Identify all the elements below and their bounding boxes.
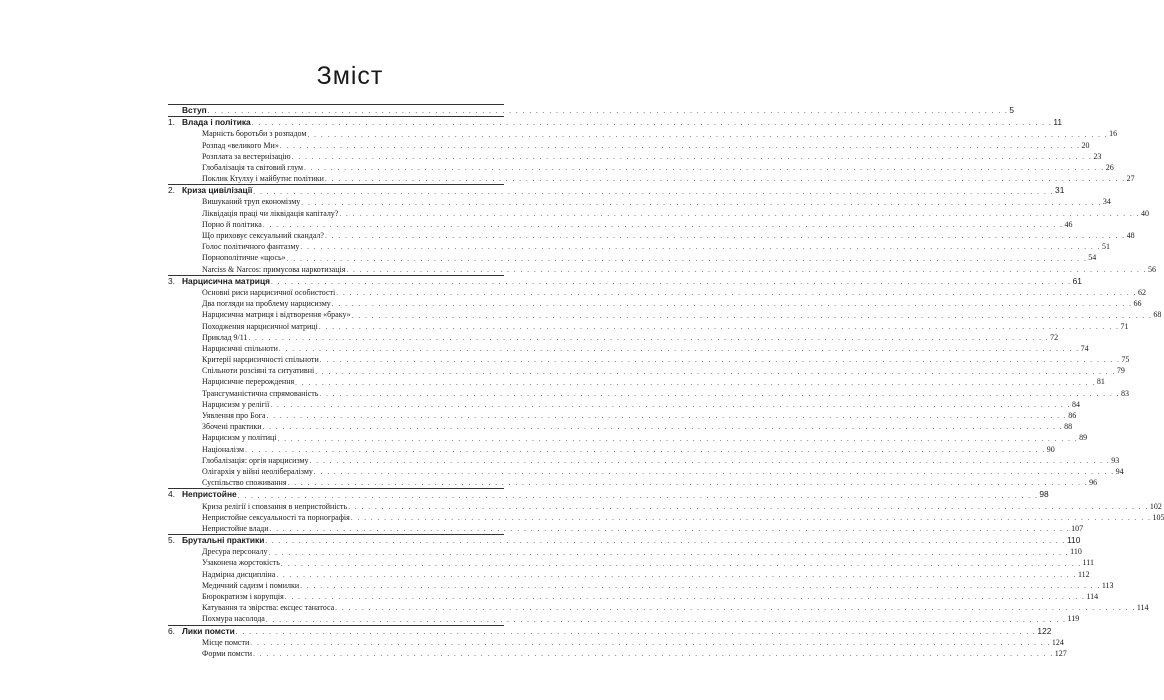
toc-page-number: 74 bbox=[1080, 343, 1089, 353]
toc-section-row bbox=[168, 648, 1067, 659]
toc-chapter-row bbox=[168, 275, 1082, 287]
toc-entry-label: Місце помсти bbox=[202, 637, 250, 647]
toc-entry-label: Медичний садизм і помилки bbox=[202, 580, 300, 590]
toc-dot-leader: . . . . . . . . . . . . . . . . . . . . . . . . . . . . . . . . . . . . . . . . . . . . . . . . . . . . . . . . . . . . . . . . . . . . . . . . . . . . . . . . . . . . . . . . . . . . . . . . . . . . . . . . . . . . . . . . . . . . . . . . bbox=[253, 650, 1054, 659]
toc-dot-leader: . . . . . . . . . . . . . . . . . . . . . . . . . . . . . . . . . . . . . . . . . . . . . . . . . . . . . . . . . . . . . . . . . . . . . . . . . . . . . . . . . . . . . . . . . . . . . . . . . . . . . . . . . . . . . . . . . . . . . . . . bbox=[335, 604, 1136, 613]
toc-dot-leader: . . . . . . . . . . . . . . . . . . . . . . . . . . . . . . . . . . . . . . . . . . . . . . . . . . . . . . . . . . . . . . . . . . . . . . . . . . . . . . . . . . . . . . . . . . . . . . . . . . . . . . . . . . . . . . . . . . . . . . . . bbox=[245, 445, 1046, 454]
toc-dot-leader: . . . . . . . . . . . . . . . . . . . . . . . . . . . . . . . . . . . . . . . . . . . . . . . . . . . . . . . . . . . . . . . . . . . . . . . . . . . . . . . . . . . . . . . . . . . . . . . . . . . . . . . . . . . . . . . . . . . . . . . . bbox=[265, 615, 1067, 624]
toc-dot-leader: . . . . . . . . . . . . . . . . . . . . . . . . . . . . . . . . . . . . . . . . . . . . . . . . . . . . . . . . . . . . . . . . . . . . . . . . . . . . . . . . . . . . . . . . . . . . . . . . . . . . . . . . . . . . . . . . . . . . . . . . bbox=[319, 389, 1121, 398]
toc-page-number: 112 bbox=[1077, 569, 1090, 579]
toc-dot-leader: . . . . . . . . . . . . . . . . . . . . . . . . . . . . . . . . . . . . . . . . . . . . . . . . . . . . . . . . . . . . . . . . . . . . . . . . . . . . . . . . . . . . . . . . . . . . . . . . . . . . . . . . . . . . . . . . . . . . . . . . bbox=[253, 187, 1055, 196]
toc-dot-leader: . . . . . . . . . . . . . . . . . . . . . . . . . . . . . . . . . . . . . . . . . . . . . . . . . . . . . . . . . . . . . . . . . . . . . . . . . . . . . . . . . . . . . . . . . . . . . . . . . . . . . . . . . . . . . . . . . . . . . . . . bbox=[266, 412, 1068, 421]
toc-page-number: 113 bbox=[1101, 580, 1114, 590]
toc-entry-label: Глобалізація та світовий глум bbox=[202, 162, 304, 172]
toc-page-number: 81 bbox=[1096, 377, 1105, 387]
toc-section-row bbox=[168, 321, 1129, 332]
toc-entry-label: Нарцисизм у релігії bbox=[202, 399, 270, 409]
toc-entry-label: Криза цивілізації bbox=[182, 185, 253, 196]
toc-page-number: 102 bbox=[1149, 501, 1162, 511]
toc-section-row bbox=[168, 208, 1150, 219]
toc-section-row bbox=[168, 230, 1135, 241]
toc-dot-leader: . . . . . . . . . . . . . . . . . . . . . . . . . . . . . . . . . . . . . . . . . . . . . . . . . . . . . . . . . . . . . . . . . . . . . . . . . . . . . . . . . . . . . . . . . . . . . . . . . . . . . . . . . . . . . . . . . . . . . . . . bbox=[350, 513, 1152, 522]
toc-entry-label: Трансгуманістична спрямованість bbox=[202, 388, 319, 398]
toc-dot-leader: . . . . . . . . . . . . . . . . . . . . . . . . . . . . . . . . . . . . . . . . . . . . . . . . . . . . . . . . . . . . . . . . . . . . . . . . . . . . . . . . . . . . . . . . . . . . . . . . . . . . . . . . . . . . . . . . . . . . . . . . bbox=[270, 401, 1071, 410]
toc-dot-leader: . . . . . . . . . . . . . . . . . . . . . . . . . . . . . . . . . . . . . . . . . . . . . . . . . . . . . . . . . . . . . . . . . . . . . . . . . . . . . . . . . . . . . . . . . . . . . . . . . . . . . . . . . . . . . . . . . . . . . . . . bbox=[324, 232, 1126, 241]
toc-dot-leader: . . . . . . . . . . . . . . . . . . . . . . . . . . . . . . . . . . . . . . . . . . . . . . . . . . . . . . . . . . . . . . . . . . . . . . . . . . . . . . . . . . . . . . . . . . . . . . . . . . . . . . . . . . . . . . . . . . . . . . . . bbox=[286, 254, 1088, 263]
toc-dot-leader: . . . . . . . . . . . . . . . . . . . . . . . . . . . . . . . . . . . . . . . . . . . . . . . . . . . . . . . . . . . . . . . . . . . . . . . . . . . . . . . . . . . . . . . . . . . . . . . . . . . . . . . . . . . . . . . . . . . . . . . . bbox=[262, 423, 1064, 432]
toc-dot-leader: . . . . . . . . . . . . . . . . . . . . . . . . . . . . . . . . . . . . . . . . . . . . . . . . . . . . . . . . . . . . . . . . . . . . . . . . . . . . . . . . . . . . . . . . . . . . . . . . . . . . . . . . . . . . . . . . . . . . . . . . bbox=[324, 175, 1126, 184]
toc-section-row bbox=[168, 432, 1088, 443]
toc-page-number: 86 bbox=[1068, 411, 1077, 421]
page-title: Зміст bbox=[316, 62, 384, 90]
toc-section-row bbox=[168, 128, 1118, 139]
toc-section-row bbox=[168, 241, 1111, 252]
toc-section-row bbox=[168, 140, 1090, 151]
toc-page-number: 48 bbox=[1126, 231, 1135, 241]
toc-entry-label: Спільноти розсіяні та ситуативні bbox=[202, 366, 315, 376]
toc-section-row bbox=[168, 501, 1162, 512]
toc-entry-label: Суспільство споживання bbox=[202, 478, 287, 488]
toc-entry-label: Збочені практики bbox=[202, 422, 262, 432]
toc-entry-label: Критерії нарцисичності спільноти bbox=[202, 355, 319, 365]
toc-page-number: 23 bbox=[1093, 151, 1102, 161]
toc-section-row bbox=[168, 569, 1090, 580]
toc-section-row bbox=[168, 637, 1064, 648]
toc-dot-leader: . . . . . . . . . . . . . . . . . . . . . . . . . . . . . . . . . . . . . . . . . . . . . . . . . . . . . . . . . . . . . . . . . . . . . . . . . . . . . . . . . . . . . . . . . . . . . . . . . . . . . . . . . . . . . . . . . . . . . . . . bbox=[250, 639, 1051, 647]
toc-dot-leader: . . . . . . . . . . . . . . . . . . . . . . . . . . . . . . . . . . . . . . . . . . . . . . . . . . . . . . . . . . . . . . . . . . . . . . . . . . . . . . . . . . . . . . . . . . . . . . . . . . . . . . . . . . . . . . . . . . . . . . . . bbox=[319, 356, 1121, 365]
toc-section-row bbox=[168, 523, 1084, 534]
toc-entry-label: Уявлення про Бога bbox=[202, 411, 266, 421]
toc-page-number: 62 bbox=[1137, 287, 1146, 297]
toc-page-number: 110 bbox=[1067, 535, 1081, 546]
toc-page-number: 51 bbox=[1102, 242, 1111, 252]
toc-page-number: 93 bbox=[1111, 455, 1120, 465]
toc-entry-label: Нарцисична матриця bbox=[182, 275, 270, 286]
toc-dot-leader: . . . . . . . . . . . . . . . . . . . . . . . . . . . . . . . . . . . . . . . . . . . . . . . . . . . . . . . . . . . . . . . . . . . . . . . . . . . . . . . . . . . . . . . . . . . . . . . . . . . . . . . . . . . . . . . . . . . . . . . . bbox=[251, 119, 1053, 128]
toc-page-number: 111 bbox=[1082, 558, 1094, 568]
toc-entry-label: Лики помсти bbox=[182, 625, 235, 636]
toc-chapter-number: 3. bbox=[168, 275, 175, 286]
toc-section-row bbox=[168, 354, 1130, 365]
toc-page-number: 26 bbox=[1105, 162, 1114, 172]
toc-section-row bbox=[168, 466, 1124, 477]
toc-chapter-number: 2. bbox=[168, 185, 175, 196]
toc-section-row bbox=[168, 309, 1162, 320]
toc-page-number: 90 bbox=[1046, 444, 1055, 454]
toc-page-number: 56 bbox=[1148, 264, 1157, 274]
toc-dot-leader: . . . . . . . . . . . . . . . . . . . . . . . . . . . . . . . . . . . . . . . . . . . . . . . . . . . . . . . . . . . . . . . . . . . . . . . . . . . . . . . . . . . . . . . . . . . . . . . . . . . . . . . . . . . . . . . . . . . . . . . . bbox=[339, 209, 1141, 218]
toc-dot-leader: . . . . . . . . . . . . . . . . . . . . . . . . . . . . . . . . . . . . . . . . . . . . . . . . . . . . . . . . . . . . . . . . . . . . . . . . . . . . . . . . . . . . . . . . . . . . . . . . . . . . . . . . . . . . . . . . . . . . . . . . bbox=[279, 141, 1081, 150]
toc-page-number: 107 bbox=[1071, 523, 1084, 533]
toc-entry-label: Поклик Ктулху і майбутнє політики bbox=[202, 174, 324, 184]
toc-entry-label: Глобалізація: оргія нарцисизму bbox=[202, 455, 309, 465]
toc-entry-label: Дресура персоналу bbox=[202, 547, 268, 557]
toc-entry-label: Ліквідація праці чи ліквідація капіталу? bbox=[202, 208, 339, 218]
toc-entry-label: Вступ bbox=[182, 104, 207, 115]
toc-page-number: 105 bbox=[1152, 512, 1164, 522]
toc-page-number: 34 bbox=[1102, 197, 1111, 207]
toc-chapter-number: 6. bbox=[168, 625, 175, 636]
toc-page-number: 54 bbox=[1088, 253, 1097, 263]
toc-dot-leader: . . . . . . . . . . . . . . . . . . . . . . . . . . . . . . . . . . . . . . . . . . . . . . . . . . . . . . . . . . . . . . . . . . . . . . . . . . . . . . . . . . . . . . . . . . . . . . . . . . . . . . . . . . . . . . . . . . . . . . . . bbox=[318, 322, 1120, 331]
toc-chapter-row bbox=[168, 534, 1081, 546]
toc-section-row bbox=[168, 444, 1055, 455]
toc-chapter-row bbox=[168, 184, 1065, 196]
toc-section-row bbox=[168, 580, 1114, 591]
toc-page-number: 46 bbox=[1064, 219, 1073, 229]
toc-section-row bbox=[168, 410, 1077, 421]
toc-dot-leader: . . . . . . . . . . . . . . . . . . . . . . . . . . . . . . . . . . . . . . . . . . . . . . . . . . . . . . . . . . . . . . . . . . . . . . . . . . . . . . . . . . . . . . . . . . . . . . . . . . . . . . . . . . . . . . . . . . . . . . . . bbox=[313, 468, 1115, 477]
toc-page-number: 66 bbox=[1133, 299, 1142, 309]
toc-page-number: 88 bbox=[1064, 422, 1073, 432]
toc-entry-label: Марність боротьби з розпадом bbox=[202, 129, 307, 139]
toc-entry-label: Непристойне сексуальності та порнографія bbox=[202, 512, 350, 522]
toc-dot-leader: . . . . . . . . . . . . . . . . . . . . . . . . . . . . . . . . . . . . . . . . . . . . . . . . . . . . . . . . . . . . . . . . . . . . . . . . . . . . . . . . . . . . . . . . . . . . . . . . . . . . . . . . . . . . . . . . . . . . . . . . bbox=[346, 265, 1148, 274]
toc-dot-leader: . . . . . . . . . . . . . . . . . . . . . . . . . . . . . . . . . . . . . . . . . . . . . . . . . . . . . . . . . . . . . . . . . . . . . . . . . . . . . . . . . . . . . . . . . . . . . . . . . . . . . . . . . . . . . . . . . . . . . . . . bbox=[295, 378, 1096, 387]
toc-section-row bbox=[168, 332, 1059, 343]
toc-dot-leader: . . . . . . . . . . . . . . . . . . . . . . . . . . . . . . . . . . . . . . . . . . . . . . . . . . . . . . . . . . . . . . . . . . . . . . . . . . . . . . . . . . . . . . . . . . . . . . . . . . . . . . . . . . . . . . . . . . . . . . . . bbox=[331, 300, 1133, 309]
toc-entry-label: Що приховує сексуальний скандал? bbox=[202, 231, 324, 241]
toc-dot-leader: . . . . . . . . . . . . . . . . . . . . . . . . . . . . . . . . . . . . . . . . . . . . . . . . . . . . . . . . . . . . . . . . . . . . . . . . . . . . . . . . . . . . . . . . . . . . . . . . . . . . . . . . . . . . . . . . . . . . . . . . bbox=[348, 502, 1149, 511]
toc-dot-leader: . . . . . . . . . . . . . . . . . . . . . . . . . . . . . . . . . . . . . . . . . . . . . . . . . . . . . . . . . . . . . . . . . . . . . . . . . . . . . . . . . . . . . . . . . . . . . . . . . . . . . . . . . . . . . . . . . . . . . . . . bbox=[300, 582, 1101, 591]
toc-section-row bbox=[168, 173, 1135, 184]
toc-dot-leader: . . . . . . . . . . . . . . . . . . . . . . . . . . . . . . . . . . . . . . . . . . . . . . . . . . . . . . . . . . . . . . . . . . . . . . . . . . . . . . . . . . . . . . . . . . . . . . . . . . . . . . . . . . . . . . . . . . . . . . . . bbox=[287, 479, 1089, 488]
toc-page-number: 114 bbox=[1136, 603, 1149, 613]
toc-dot-leader: . . . . . . . . . . . . . . . . . . . . . . . . . . . . . . . . . . . . . . . . . . . . . . . . . . . . . . . . . . . . . . . . . . . . . . . . . . . . . . . . . . . . . . . . . . . . . . . . . . . . . . . . . . . . . . . . . . . . . . . . bbox=[248, 333, 1050, 342]
toc-chapter-row bbox=[168, 488, 1049, 500]
toc-chapter-row bbox=[168, 625, 1052, 637]
toc-page-number: 11 bbox=[1053, 117, 1063, 128]
toc-section-row bbox=[168, 377, 1105, 388]
toc-page-number: 16 bbox=[1109, 129, 1118, 139]
toc-page-number: 96 bbox=[1089, 478, 1098, 488]
toc-page-number: 122 bbox=[1037, 625, 1052, 636]
toc-entry-label: Узаконена жорстокість bbox=[202, 558, 280, 568]
toc-dot-leader: . . . . . . . . . . . . . . . . . . . . . . . . . . . . . . . . . . . . . . . . . . . . . . . . . . . . . . . . . . . . . . . . . . . . . . . . . . . . . . . . . . . . . . . . . . . . . . . . . . . . . . . . . . . . . . . . . . . . . . . . bbox=[307, 130, 1109, 139]
toc-page-number: 31 bbox=[1055, 185, 1065, 196]
toc-page-number: 98 bbox=[1039, 489, 1049, 500]
toc-section-row bbox=[168, 343, 1089, 354]
toc-section-row bbox=[168, 613, 1080, 624]
toc-entry-label: Влада і політика bbox=[182, 117, 251, 128]
toc-section-row bbox=[168, 421, 1073, 432]
toc-section-row bbox=[168, 162, 1114, 173]
toc-dot-leader: . . . . . . . . . . . . . . . . . . . . . . . . . . . . . . . . . . . . . . . . . . . . . . . . . . . . . . . . . . . . . . . . . . . . . . . . . . . . . . . . . . . . . . . . . . . . . . . . . . . . . . . . . . . . . . . . . . . . . . . . bbox=[278, 345, 1080, 354]
toc-dot-leader: . . . . . . . . . . . . . . . . . . . . . . . . . . . . . . . . . . . . . . . . . . . . . . . . . . . . . . . . . . . . . . . . . . . . . . . . . . . . . . . . . . . . . . . . . . . . . . . . . . . . . . . . . . . . . . . . . . . . . . . . bbox=[315, 367, 1116, 376]
toc-page-number: 20 bbox=[1081, 140, 1090, 150]
toc-chapter-number: 4. bbox=[168, 489, 175, 500]
toc-section-row bbox=[168, 264, 1157, 275]
toc-page-number: 5 bbox=[1009, 104, 1015, 115]
toc-entry-label: Націоналізм bbox=[202, 444, 245, 454]
toc-dot-leader: . . . . . . . . . . . . . . . . . . . . . . . . . . . . . . . . . . . . . . . . . . . . . . . . . . . . . . . . . . . . . . . . . . . . . . . . . . . . . . . . . . . . . . . . . . . . . . . . . . . . . . . . . . . . . . . . . . . . . . . . bbox=[276, 570, 1077, 579]
toc-dot-leader: . . . . . . . . . . . . . . . . . . . . . . . . . . . . . . . . . . . . . . . . . . . . . . . . . . . . . . . . . . . . . . . . . . . . . . . . . . . . . . . . . . . . . . . . . . . . . . . . . . . . . . . . . . . . . . . . . . . . . . . . bbox=[336, 289, 1137, 298]
toc-page-number: 71 bbox=[1120, 321, 1129, 331]
toc-section-row bbox=[168, 602, 1149, 613]
toc-entry-label: Нарцисизм у політиці bbox=[202, 433, 277, 443]
toc-dot-leader: . . . . . . . . . . . . . . . . . . . . . . . . . . . . . . . . . . . . . . . . . . . . . . . . . . . . . . . . . . . . . . . . . . . . . . . . . . . . . . . . . . . . . . . . . . . . . . . . . . . . . . . . . . . . . . . . . . . . . . . . bbox=[265, 537, 1066, 546]
table-of-contents bbox=[168, 104, 1164, 659]
toc-entry-label: Форми помсти bbox=[202, 648, 253, 658]
toc-chapter-number: 5. bbox=[168, 535, 175, 546]
toc-entry-label: Брутальні практики bbox=[182, 535, 265, 546]
toc-entry-label: Розпад «великого Ми» bbox=[202, 140, 279, 150]
toc-page-number: 75 bbox=[1121, 355, 1130, 365]
toc-section-row bbox=[168, 388, 1130, 399]
toc-dot-leader: . . . . . . . . . . . . . . . . . . . . . . . . . . . . . . . . . . . . . . . . . . . . . . . . . . . . . . . . . . . . . . . . . . . . . . . . . . . . . . . . . . . . . . . . . . . . . . . . . . . . . . . . . . . . . . . . . . . . . . . . bbox=[284, 593, 1086, 602]
toc-page-number: 124 bbox=[1051, 637, 1064, 647]
toc-entry-label: Порно й політика bbox=[202, 219, 262, 229]
toc-section-row bbox=[168, 477, 1098, 488]
toc-dot-leader: . . . . . . . . . . . . . . . . . . . . . . . . . . . . . . . . . . . . . . . . . . . . . . . . . . . . . . . . . . . . . . . . . . . . . . . . . . . . . . . . . . . . . . . . . . . . . . . . . . . . . . . . . . . . . . . . . . . . . . . . bbox=[351, 311, 1153, 320]
toc-entry-label: Порнополітичне «щось» bbox=[202, 253, 286, 263]
toc-dot-leader: . . . . . . . . . . . . . . . . . . . . . . . . . . . . . . . . . . . . . . . . . . . . . . . . . . . . . . . . . . . . . . . . . . . . . . . . . . . . . . . . . . . . . . . . . . . . . . . . . . . . . . . . . . . . . . . . . . . . . . . . bbox=[309, 457, 1111, 465]
toc-section-row bbox=[168, 512, 1164, 523]
toc-entry-label: Надмірна дисципліна bbox=[202, 569, 276, 579]
toc-dot-leader: . . . . . . . . . . . . . . . . . . . . . . . . . . . . . . . . . . . . . . . . . . . . . . . . . . . . . . . . . . . . . . . . . . . . . . . . . . . . . . . . . . . . . . . . . . . . . . . . . . . . . . . . . . . . . . . . . . . . . . . . bbox=[207, 107, 1009, 116]
toc-entry-label: Бюрократизм і корупція bbox=[202, 592, 284, 602]
toc-page-number: 72 bbox=[1050, 332, 1059, 342]
toc-dot-leader: . . . . . . . . . . . . . . . . . . . . . . . . . . . . . . . . . . . . . . . . . . . . . . . . . . . . . . . . . . . . . . . . . . . . . . . . . . . . . . . . . . . . . . . . . . . . . . . . . . . . . . . . . . . . . . . . . . . . . . . . bbox=[277, 434, 1079, 443]
toc-entry-label: Нарцисичні спільноти bbox=[202, 343, 278, 353]
toc-section-row bbox=[168, 399, 1080, 410]
toc-page-number: 89 bbox=[1079, 433, 1088, 443]
toc-dot-leader: . . . . . . . . . . . . . . . . . . . . . . . . . . . . . . . . . . . . . . . . . . . . . . . . . . . . . . . . . . . . . . . . . . . . . . . . . . . . . . . . . . . . . . . . . . . . . . . . . . . . . . . . . . . . . . . . . . . . . . . . bbox=[237, 491, 1039, 500]
toc-section-row bbox=[168, 287, 1146, 298]
toc-entry-label: Непристойне bbox=[182, 489, 237, 500]
toc-page-number: 127 bbox=[1054, 648, 1067, 658]
toc-entry-label: Голос політичного фантазму bbox=[202, 242, 300, 252]
toc-page-number: 61 bbox=[1072, 275, 1082, 286]
toc-section-row bbox=[168, 151, 1102, 162]
toc-page-number: 79 bbox=[1116, 366, 1125, 376]
toc-entry-label: Два погляди на проблему нарцисизму bbox=[202, 299, 331, 309]
toc-dot-leader: . . . . . . . . . . . . . . . . . . . . . . . . . . . . . . . . . . . . . . . . . . . . . . . . . . . . . . . . . . . . . . . . . . . . . . . . . . . . . . . . . . . . . . . . . . . . . . . . . . . . . . . . . . . . . . . . . . . . . . . . bbox=[291, 152, 1093, 161]
toc-entry-label: Криза релігії і сповзання в непристойність bbox=[202, 501, 348, 511]
toc-entry-label: Narciss & Narcos: примусова наркотизація bbox=[202, 264, 346, 274]
toc-entry-label: Вишуканий труп економізму bbox=[202, 197, 301, 207]
toc-dot-leader: . . . . . . . . . . . . . . . . . . . . . . . . . . . . . . . . . . . . . . . . . . . . . . . . . . . . . . . . . . . . . . . . . . . . . . . . . . . . . . . . . . . . . . . . . . . . . . . . . . . . . . . . . . . . . . . . . . . . . . . . bbox=[269, 525, 1071, 534]
toc-page-number: 110 bbox=[1070, 547, 1082, 557]
toc-dot-leader: . . . . . . . . . . . . . . . . . . . . . . . . . . . . . . . . . . . . . . . . . . . . . . . . . . . . . . . . . . . . . . . . . . . . . . . . . . . . . . . . . . . . . . . . . . . . . . . . . . . . . . . . . . . . . . . . . . . . . . . . bbox=[304, 164, 1105, 173]
toc-section-row bbox=[168, 455, 1120, 466]
toc-page-number: 27 bbox=[1126, 174, 1135, 184]
toc-section-row bbox=[168, 197, 1111, 208]
toc-chapter-row bbox=[168, 104, 1015, 116]
toc-dot-leader: . . . . . . . . . . . . . . . . . . . . . . . . . . . . . . . . . . . . . . . . . . . . . . . . . . . . . . . . . . . . . . . . . . . . . . . . . . . . . . . . . . . . . . . . . . . . . . . . . . . . . . . . . . . . . . . . . . . . . . . . bbox=[301, 198, 1102, 207]
toc-section-row bbox=[168, 546, 1082, 557]
toc-entry-label: Приклад 9/11 bbox=[202, 332, 248, 342]
toc-section-row bbox=[168, 365, 1125, 376]
toc-dot-leader: . . . . . . . . . . . . . . . . . . . . . . . . . . . . . . . . . . . . . . . . . . . . . . . . . . . . . . . . . . . . . . . . . . . . . . . . . . . . . . . . . . . . . . . . . . . . . . . . . . . . . . . . . . . . . . . . . . . . . . . . bbox=[280, 559, 1082, 568]
toc-entry-label: Непристойне влади bbox=[202, 523, 269, 533]
toc-section-row bbox=[168, 558, 1094, 569]
toc-entry-label: Нарцисичне перерождення bbox=[202, 377, 295, 387]
toc-section-row bbox=[168, 591, 1099, 602]
toc-page-number: 114 bbox=[1086, 592, 1099, 602]
toc-chapter-row bbox=[168, 116, 1063, 128]
toc-dot-leader: . . . . . . . . . . . . . . . . . . . . . . . . . . . . . . . . . . . . . . . . . . . . . . . . . . . . . . . . . . . . . . . . . . . . . . . . . . . . . . . . . . . . . . . . . . . . . . . . . . . . . . . . . . . . . . . . . . . . . . . . bbox=[262, 221, 1064, 230]
toc-dot-leader: . . . . . . . . . . . . . . . . . . . . . . . . . . . . . . . . . . . . . . . . . . . . . . . . . . . . . . . . . . . . . . . . . . . . . . . . . . . . . . . . . . . . . . . . . . . . . . . . . . . . . . . . . . . . . . . . . . . . . . . . bbox=[235, 627, 1037, 636]
toc-entry-label: Основні риси нарцисичної особистості bbox=[202, 287, 336, 297]
toc-page-number: 40 bbox=[1141, 208, 1150, 218]
toc-section-row bbox=[168, 219, 1073, 230]
toc-entry-label: Олігархія у війні неолібералізму bbox=[202, 466, 313, 476]
toc-entry-label: Похмура насолода bbox=[202, 614, 265, 624]
toc-entry-label: Нарцисична матриця і відтворення «браку» bbox=[202, 310, 351, 320]
toc-page-number: 94 bbox=[1115, 466, 1124, 476]
toc-dot-leader: . . . . . . . . . . . . . . . . . . . . . . . . . . . . . . . . . . . . . . . . . . . . . . . . . . . . . . . . . . . . . . . . . . . . . . . . . . . . . . . . . . . . . . . . . . . . . . . . . . . . . . . . . . . . . . . . . . . . . . . . bbox=[300, 243, 1102, 252]
toc-entry-label: Катування та звірства: ексцес танатоса bbox=[202, 603, 335, 613]
toc-page-number: 83 bbox=[1121, 388, 1130, 398]
toc-entry-label: Розплата за вестернізацію bbox=[202, 151, 291, 161]
toc-dot-leader: . . . . . . . . . . . . . . . . . . . . . . . . . . . . . . . . . . . . . . . . . . . . . . . . . . . . . . . . . . . . . . . . . . . . . . . . . . . . . . . . . . . . . . . . . . . . . . . . . . . . . . . . . . . . . . . . . . . . . . . . bbox=[270, 278, 1072, 286]
toc-chapter-number: 1. bbox=[168, 117, 175, 128]
toc-section-row bbox=[168, 252, 1097, 263]
toc-page-number: 84 bbox=[1071, 399, 1080, 409]
toc-section-row bbox=[168, 298, 1142, 309]
toc-entry-label: Походження нарцисичної матриці bbox=[202, 321, 318, 331]
toc-page-number: 119 bbox=[1067, 614, 1080, 624]
toc-page-number: 68 bbox=[1153, 310, 1162, 320]
toc-dot-leader: . . . . . . . . . . . . . . . . . . . . . . . . . . . . . . . . . . . . . . . . . . . . . . . . . . . . . . . . . . . . . . . . . . . . . . . . . . . . . . . . . . . . . . . . . . . . . . . . . . . . . . . . . . . . . . . . . . . . . . . . bbox=[268, 548, 1070, 557]
